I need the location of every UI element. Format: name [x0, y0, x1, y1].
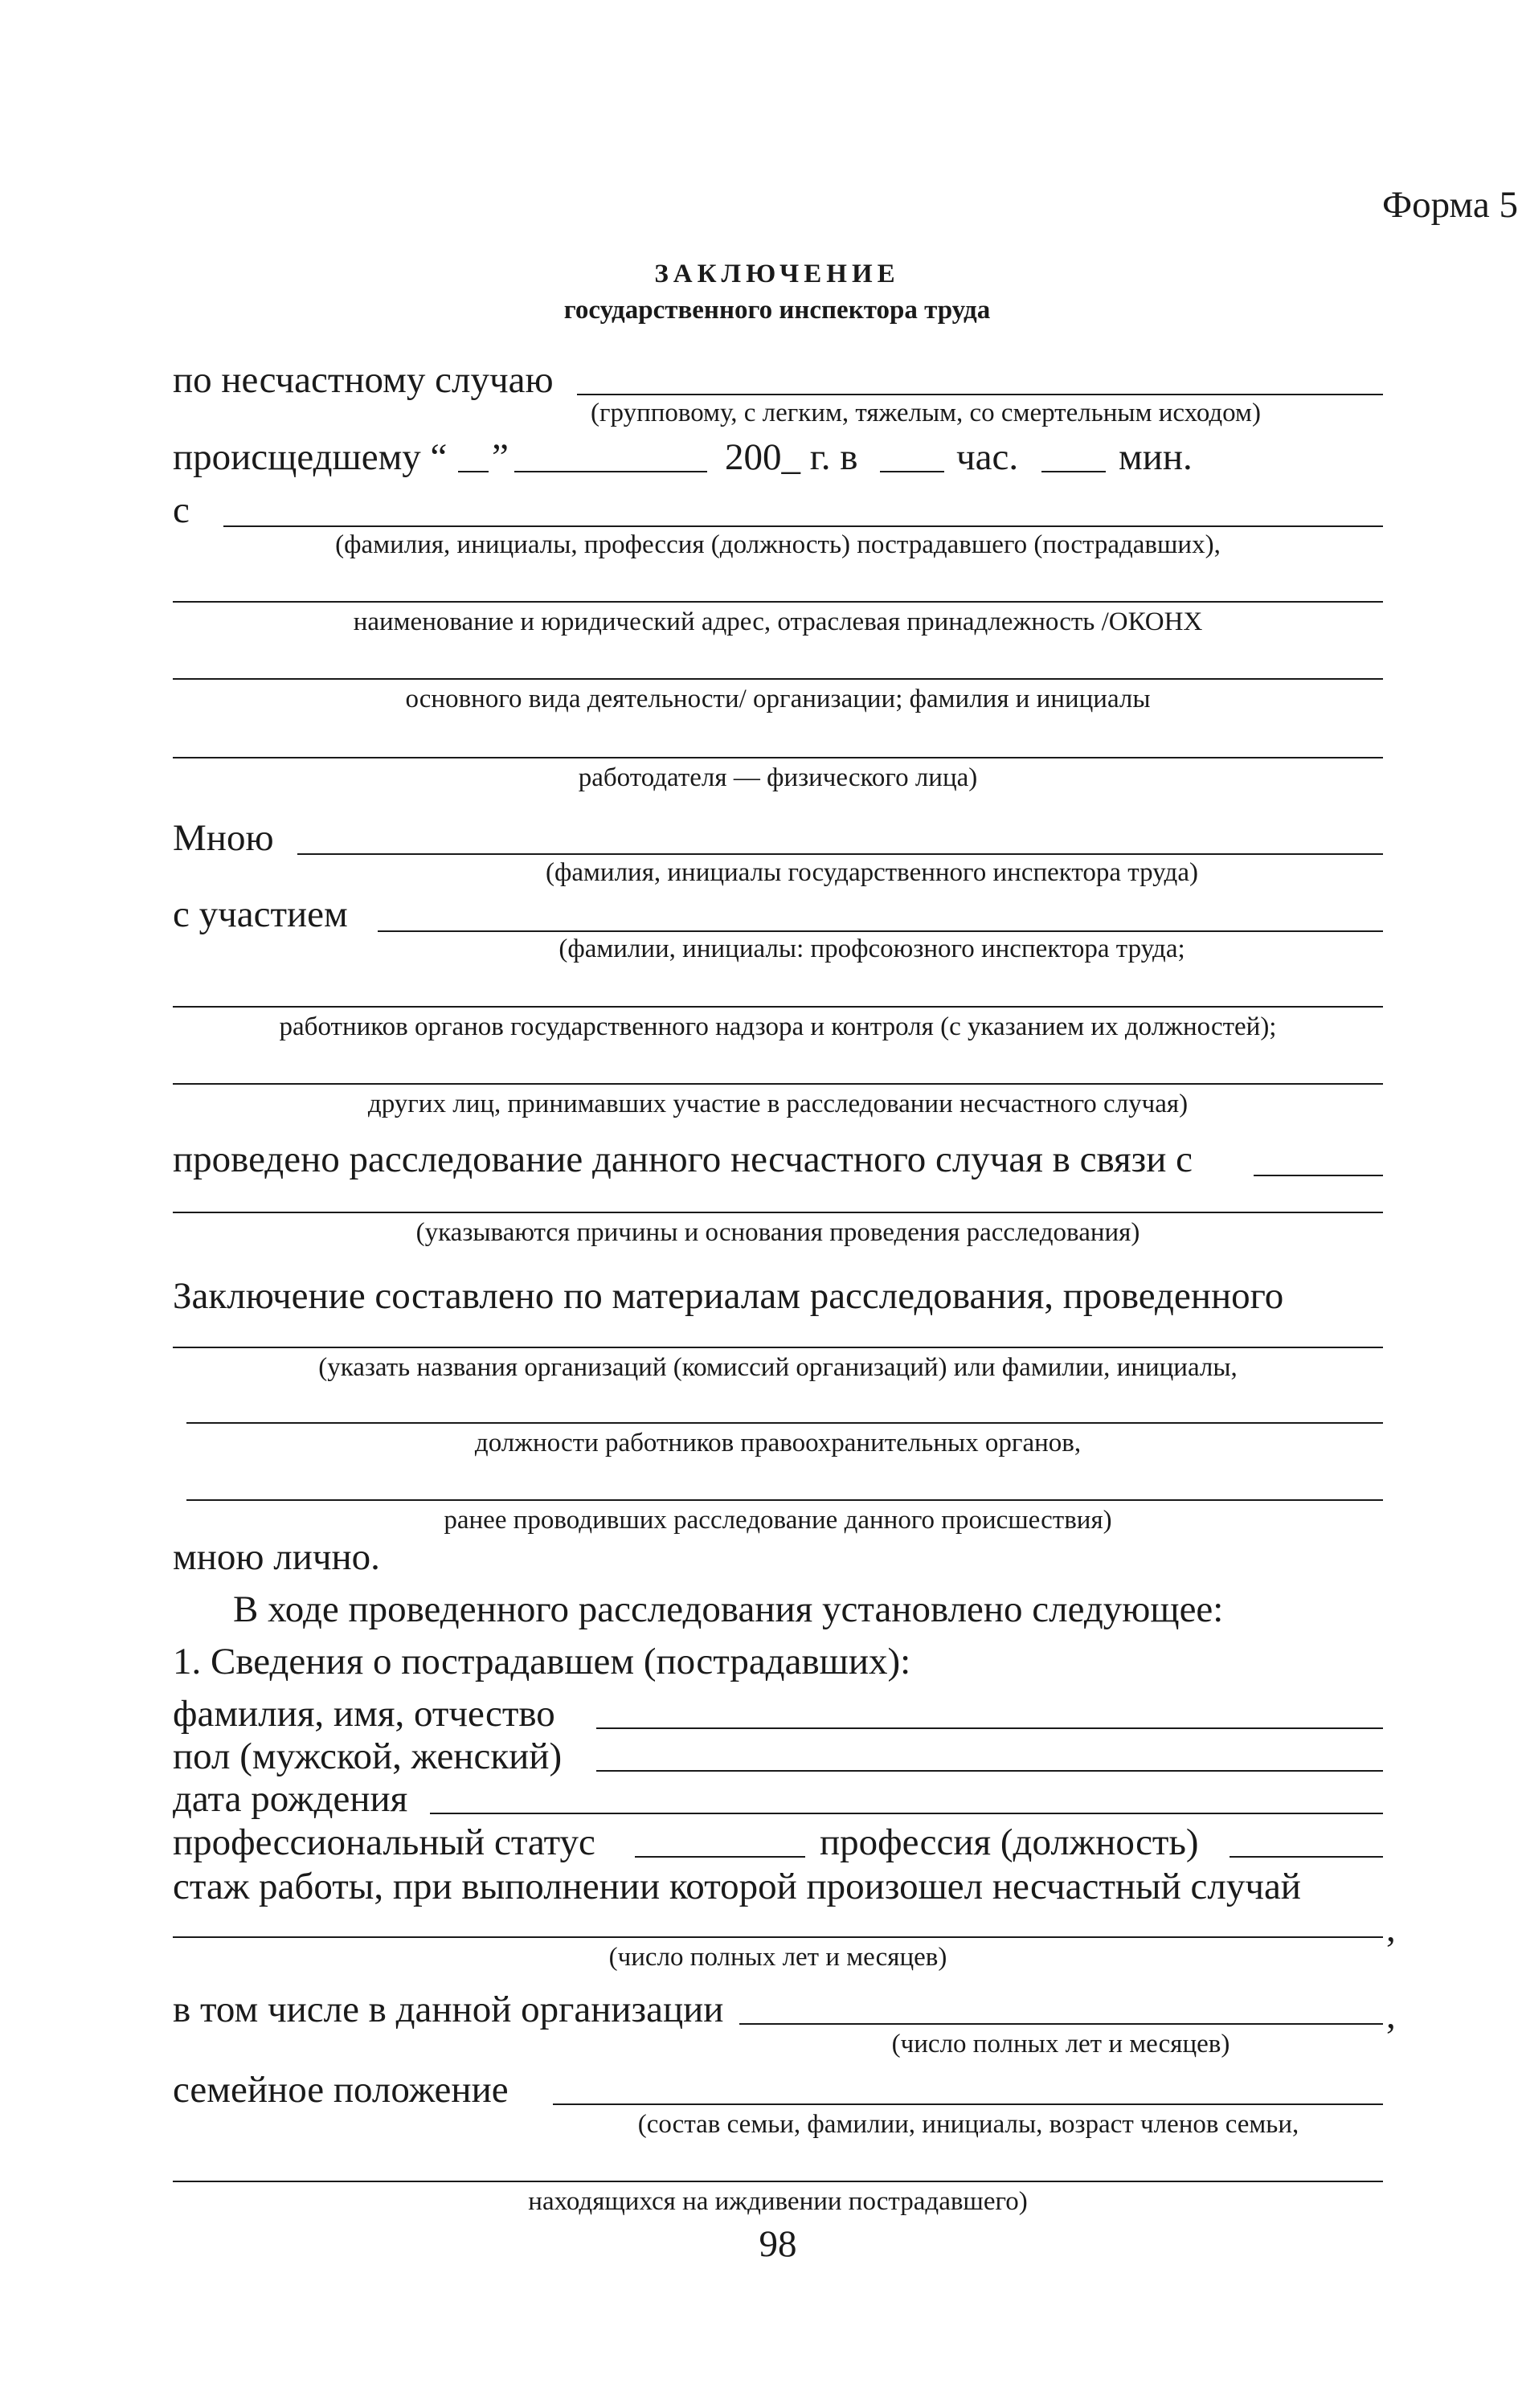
org-hint-3: работодателя — физического лица) [578, 763, 978, 792]
full-name-label: фамилия, имя, отчество [173, 1693, 555, 1735]
experience-comma: , [1386, 1908, 1396, 1950]
dependents-hint: находящихся на иждивении пострадавшего) [528, 2187, 1028, 2216]
prof-status-line[interactable] [635, 1856, 805, 1858]
page-number: 98 [759, 2223, 797, 2265]
reason-line[interactable] [173, 1212, 1383, 1213]
positions-line[interactable] [186, 1422, 1383, 1424]
birth-date-line[interactable] [430, 1813, 1383, 1814]
experience-line[interactable] [173, 1936, 1383, 1938]
personally-label: мною лично. [173, 1536, 380, 1578]
established-label: В ходе проведенного расследования установлено следующее: [233, 1588, 1224, 1630]
gender-line[interactable] [596, 1770, 1383, 1772]
inspector-line[interactable] [297, 853, 1383, 855]
org-line-2[interactable] [173, 678, 1383, 680]
prof-status-label: профессиональный статус [173, 1821, 595, 1863]
victim-line[interactable] [223, 525, 1383, 527]
family-line[interactable] [553, 2103, 1383, 2105]
others-line[interactable] [173, 1083, 1383, 1085]
hours-label: час. [956, 436, 1019, 478]
accident-type-line[interactable] [577, 394, 1383, 395]
gender-label: пол (мужской, женский) [173, 1735, 563, 1777]
reason-line-inline[interactable] [1254, 1175, 1383, 1176]
minute-line[interactable] [1041, 471, 1106, 472]
victim-hint: (фамилия, инициалы, профессия (должность) пострадавшего (пострадавших), [335, 530, 1221, 559]
supervision-hint: работников органов государственного надзора и контроля (с указанием их должностей); [279, 1012, 1277, 1041]
org-hint-1: наименование и юридический адрес, отраслевая принадлежность /ОКОНХ [353, 607, 1203, 636]
conducted-label: проведено расследование данного несчастного случая в связи с [173, 1139, 1193, 1180]
org-hint-2: основного вида деятельности/ организации; фамилия и инициалы [405, 685, 1151, 713]
month-line[interactable] [514, 471, 707, 472]
orgs-hint: (указать названия организаций (комиссий организаций) или фамилии, инициалы, [318, 1353, 1238, 1382]
experience-label: стаж работы, при выполнении которой произошел несчастный случай [173, 1866, 1301, 1907]
in-org-label: в том числе в данной организации [173, 1989, 724, 2030]
family-hint: (состав семьи, фамилии, инициалы, возраст членов семьи, [637, 2110, 1299, 2139]
victim-heading: 1. Сведения о пострадавшем (пострадавших): [173, 1641, 911, 1682]
union-hint: (фамилии, инициалы: профсоюзного инспектора труда; [559, 934, 1185, 963]
profession-line[interactable] [1230, 1856, 1383, 1858]
quote-close: ” [492, 436, 509, 478]
participation-label: с участием [173, 893, 348, 935]
by-me-label: Мною [173, 817, 274, 859]
prior-line[interactable] [186, 1499, 1383, 1501]
birth-date-label: дата рождения [173, 1778, 408, 1820]
dependents-line[interactable] [173, 2181, 1383, 2182]
others-hint: других лиц, принимавших участие в расследовании несчастного случая) [367, 1090, 1189, 1118]
in-org-comma: , [1386, 1995, 1396, 2037]
with-label: с [173, 489, 190, 531]
year-label: 200_ г. в [725, 436, 858, 478]
accident-label: по несчастному случаю [173, 359, 554, 401]
years-hint-2: (число полных лет и месяцев) [891, 2030, 1230, 2058]
years-hint: (число полных лет и месяцев) [608, 1943, 947, 1972]
occurred-label: происщедшему “ [173, 436, 448, 478]
supervision-line[interactable] [173, 1006, 1383, 1008]
minutes-label: мин. [1119, 436, 1193, 478]
hour-line[interactable] [880, 471, 944, 472]
reasons-hint: (указываются причины и основания проведения расследования) [415, 1218, 1140, 1247]
compiled-label: Заключение составлено по материалам расследования, проведенного [173, 1275, 1284, 1317]
org-line-3[interactable] [173, 757, 1383, 758]
family-label: семейное положение [173, 2069, 509, 2111]
form-label: Форма 5 [1382, 184, 1518, 226]
org-line-1[interactable] [173, 601, 1383, 603]
document-subtitle: государственного инспектора труда [563, 296, 991, 325]
accident-type-hint: (групповому, с легким, тяжелым, со смертельным исходом) [591, 399, 1261, 427]
positions-hint: должности работников правоохранительных органов, [474, 1429, 1082, 1457]
orgs-line[interactable] [173, 1347, 1383, 1348]
participants-line[interactable] [378, 930, 1383, 932]
profession-label: профессия (должность) [820, 1821, 1199, 1863]
inspector-hint: (фамилия, инициалы государственного инспектора труда) [546, 858, 1198, 887]
in-org-line[interactable] [739, 2023, 1383, 2025]
document-title: ЗАКЛЮЧЕНИЕ [654, 260, 900, 288]
prior-hint: ранее проводивших расследование данного происшествия) [444, 1506, 1112, 1535]
day-line[interactable] [458, 471, 489, 472]
full-name-line[interactable] [596, 1727, 1383, 1729]
